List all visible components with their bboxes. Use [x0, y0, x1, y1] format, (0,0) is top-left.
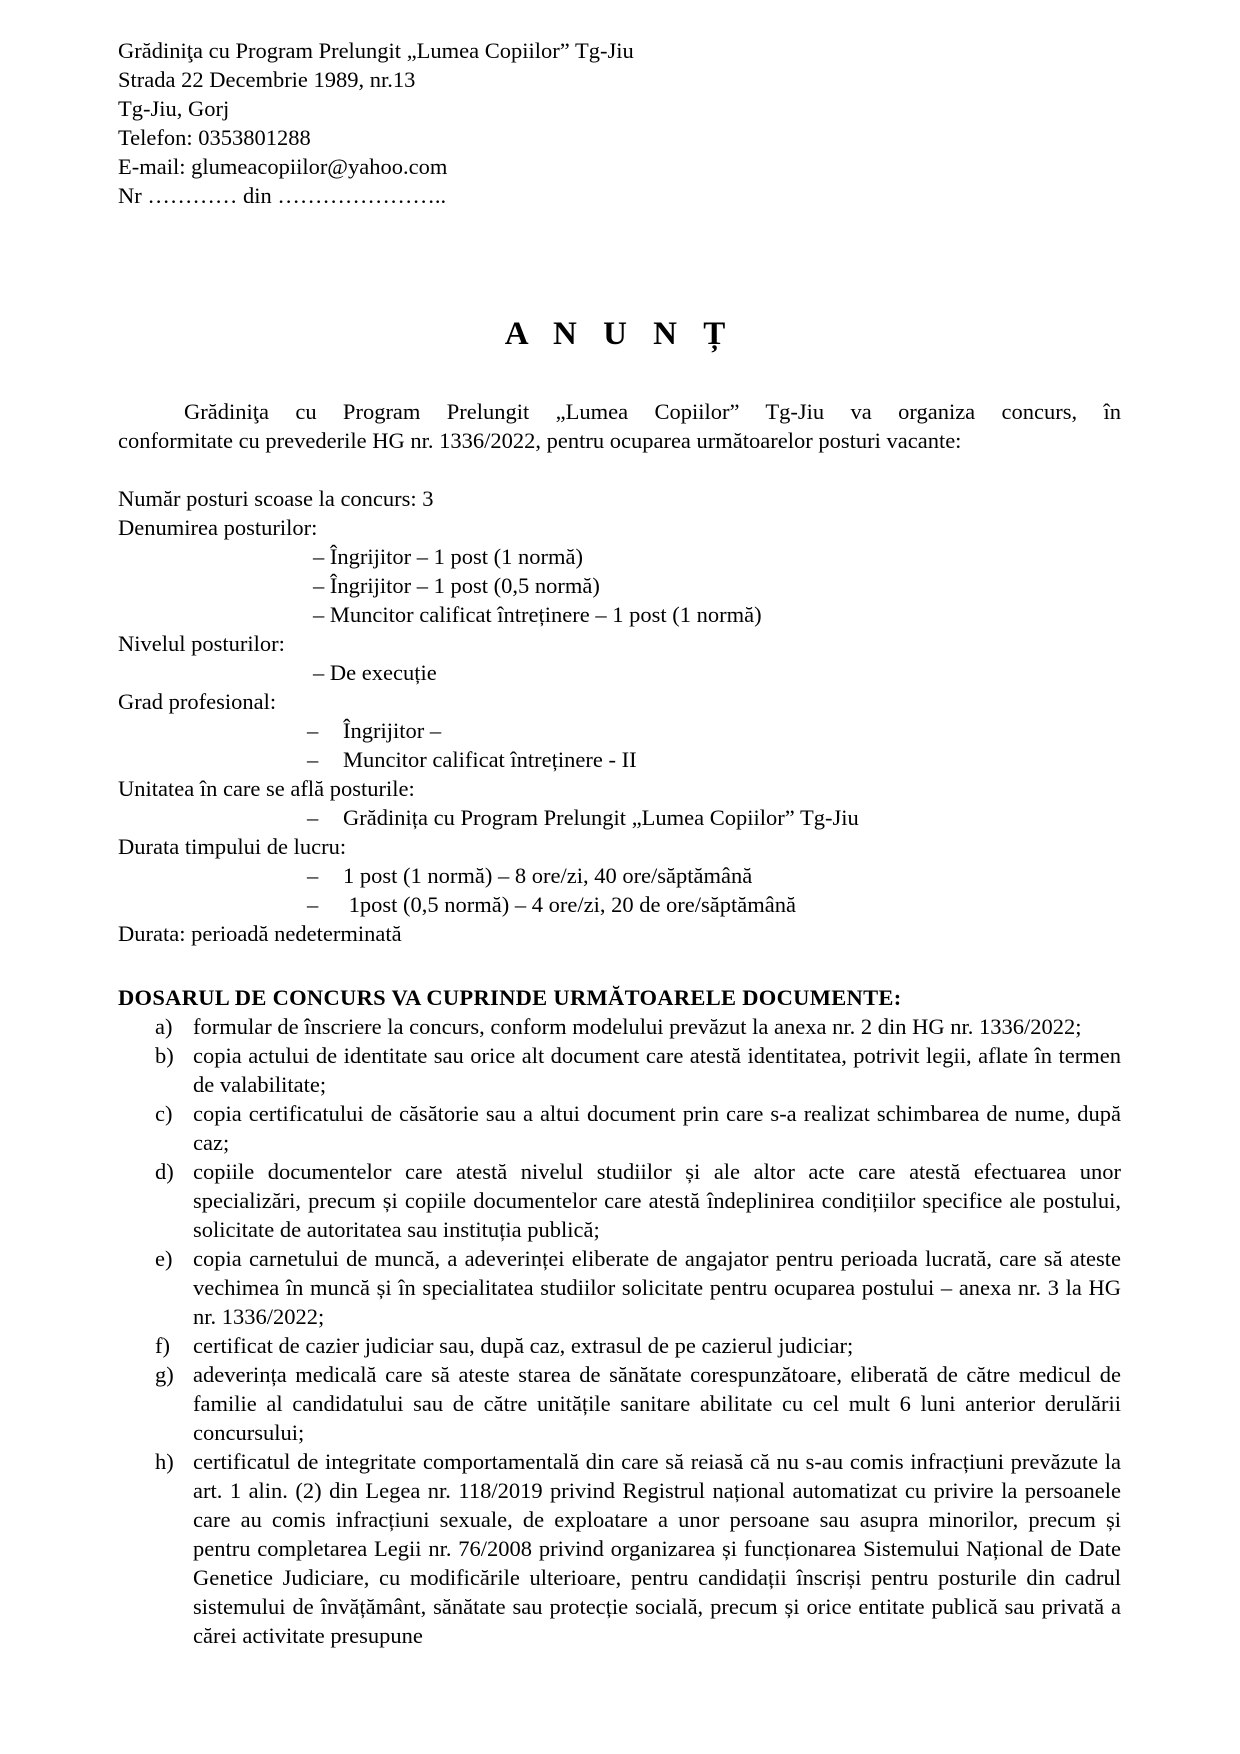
- contract-duration: Durata: perioadă nedeterminată: [118, 921, 402, 946]
- dash-bullet: –: [307, 805, 319, 830]
- item-marker: e): [155, 1246, 173, 1271]
- posts-count: Număr posturi scoase la concurs: 3: [118, 486, 434, 511]
- dash-bullet: –: [307, 863, 319, 888]
- spacer: [118, 948, 1121, 977]
- item-marker: c): [155, 1101, 173, 1126]
- document-title: A N U N Ț: [504, 316, 735, 352]
- item-marker: h): [155, 1449, 174, 1474]
- document-item: [118, 1360, 1121, 1447]
- institution-city: Tg-Jiu, Gorj: [118, 96, 230, 121]
- post-name-item: – Îngrijitor – 1 post (1 normă): [313, 544, 583, 569]
- item-marker: g): [155, 1362, 174, 1387]
- item-text: adeverința medicală care să ateste starea de sănătate corespunzătoare, eliberată de către medicul de familie al candidatului sau de către unitățile sanitare abilitate cu cel mult 6 luni anterior derulării concursului;: [193, 1362, 1121, 1445]
- dash-bullet: –: [307, 892, 319, 917]
- document-item: [118, 1041, 1121, 1099]
- item-text: certificatul de integritate comportamentală din care să reiasă că nu s-au comis infracțiuni prevăzute la art. 1 alin. (2) din Legea nr. 118/2019 privind Registrul național automatizat cu privire la persoanele care au comis infracțiuni sexuale, de exploatare a unor persoane sau asupra minorilor, precum și pentru completarea Legii nr. 76/2008 privind organizarea și funcționarea Sistemului Național de Date Genetice Judiciare, cu modificările ulterioare, pentru candidații înscriși pentru posturile din cadrul sistemului de învățământ, sănătate sau protecție socială, precum și orice entitate publică sau privată a cărei activitate presupune: [193, 1449, 1121, 1648]
- grade-text: Muncitor calificat întreținere - II: [343, 747, 637, 772]
- institution-header: [118, 36, 1121, 210]
- hours-item: [118, 861, 1121, 890]
- institution-address: Strada 22 Decembrie 1989, nr.13: [118, 67, 416, 92]
- posts-level-label: Nivelul posturilor:: [118, 631, 285, 656]
- grade-label: Grad profesional:: [118, 689, 277, 714]
- document-item: [118, 1447, 1121, 1650]
- item-marker: d): [155, 1159, 174, 1184]
- hours-item: [118, 890, 1121, 919]
- hours-text: 1post (0,5 normă) – 4 ore/zi, 20 de ore/săptămână: [343, 892, 796, 917]
- posts-names-label: Denumirea posturilor:: [118, 515, 318, 540]
- grade-text: Îngrijitor –: [343, 718, 442, 743]
- item-text: copia actului de identitate sau orice alt document care atestă identitatea, potrivit legii, aflate în termen de valabilitate;: [193, 1043, 1121, 1097]
- intro-paragraph: [118, 397, 1121, 455]
- item-marker: b): [155, 1043, 174, 1068]
- posts-level-value: – De execuție: [313, 660, 437, 685]
- item-text: formular de înscriere la concurs, conform modelului prevăzut la anexa nr. 2 din HG nr. 1336/2022;: [193, 1014, 1082, 1039]
- institution-name: Grădiniţa cu Program Prelungit „Lumea Copiilor” Tg-Jiu: [118, 38, 634, 63]
- document-item: [118, 1099, 1121, 1157]
- item-text: certificat de cazier judiciar sau, după caz, extrasul de pe cazierul judiciar;: [193, 1333, 854, 1358]
- document-item: [118, 1331, 1121, 1360]
- documents-heading: DOSARUL DE CONCURS VA CUPRINDE URMĂTOARELE DOCUMENTE:: [118, 985, 902, 1010]
- institution-email: E-mail: glumeacopiilor@yahoo.com: [118, 154, 448, 179]
- grade-item: [118, 745, 1121, 774]
- item-text: copia certificatului de căsătorie sau a altui document prin care s-a realizat schimbarea de nume, după caz;: [193, 1101, 1121, 1155]
- unit-item: [118, 803, 1121, 832]
- dash-bullet: –: [307, 747, 319, 772]
- document-item: [118, 1157, 1121, 1244]
- item-marker: f): [155, 1333, 170, 1358]
- intro-line-1: Grădiniţa cu Program Prelungit „Lumea Copiilor” Tg-Jiu va organiza concurs, în: [184, 399, 1121, 424]
- spacer: [118, 455, 1121, 484]
- document-page: [118, 36, 1121, 1650]
- documents-list: [118, 1012, 1121, 1650]
- document-item: [118, 1012, 1121, 1041]
- grade-item: [118, 716, 1121, 745]
- item-text: copia carnetului de muncă, a adeverinței eliberate de angajator pentru perioada lucrată, care să ateste vechimea în muncă și în specialitatea studiilor solicitate pentru ocuparea postului – anexa nr. 3 la HG nr. 1336/2022;: [193, 1246, 1121, 1329]
- post-name-item: – Muncitor calificat întreținere – 1 post (1 normă): [313, 602, 762, 627]
- hours-label: Durata timpului de lucru:: [118, 834, 347, 859]
- registration-number: Nr ………… din …………………..: [118, 183, 447, 208]
- hours-text: 1 post (1 normă) – 8 ore/zi, 40 ore/săptămână: [343, 863, 753, 888]
- item-marker: a): [155, 1014, 173, 1039]
- institution-phone: Telefon: 0353801288: [118, 125, 311, 150]
- document-item: [118, 1244, 1121, 1331]
- posts-details: [118, 484, 1121, 948]
- intro-line-2: conformitate cu prevederile HG nr. 1336/2022, pentru ocuparea următoarelor posturi vacante:: [118, 428, 962, 453]
- dash-bullet: –: [307, 718, 319, 743]
- unit-label: Unitatea în care se află posturile:: [118, 776, 415, 801]
- post-name-item: – Îngrijitor – 1 post (0,5 normă): [313, 573, 600, 598]
- unit-text: Grădinița cu Program Prelungit „Lumea Copiilor” Tg-Jiu: [343, 805, 859, 830]
- item-text: copiile documentelor care atestă nivelul studiilor și ale altor acte care atestă efectuarea unor specializări, precum și copiile documentelor care atestă îndeplinirea condițiilor specifice ale postului, solicitate de autoritatea sau instituția publică;: [193, 1159, 1121, 1242]
